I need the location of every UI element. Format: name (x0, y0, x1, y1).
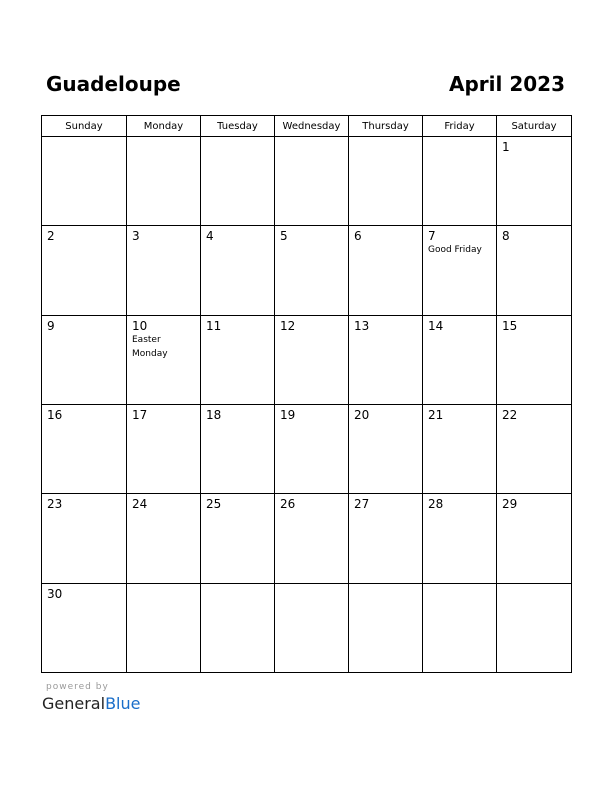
day-number (201, 584, 274, 587)
day-number: 14 (428, 318, 444, 333)
day-cell (497, 137, 572, 226)
weekday-header: Sunday (42, 116, 127, 137)
day-cell (497, 404, 572, 493)
holiday-label: Good Friday (428, 245, 482, 256)
day-cell (349, 494, 423, 583)
calendar-region-title: Guadeloupe (46, 72, 181, 96)
day-number: 12 (280, 318, 296, 333)
day-cell (42, 137, 127, 226)
day-number: 19 (280, 407, 296, 422)
day-cell (275, 404, 349, 493)
day-cell (349, 315, 423, 404)
day-cell (423, 137, 497, 226)
day-number: 17 (132, 407, 148, 422)
weekday-header: Tuesday (201, 116, 275, 137)
day-number: 1 (502, 140, 510, 154)
week-row (42, 315, 572, 404)
day-number: 28 (428, 497, 444, 512)
weekday-header-row (42, 116, 572, 137)
day-number (349, 137, 422, 140)
day-cell (42, 583, 127, 672)
day-number: 26 (280, 497, 296, 512)
day-cell (201, 583, 275, 672)
day-cell (42, 494, 127, 583)
day-cell (423, 494, 497, 583)
calendar-month-title: April 2023 (449, 72, 565, 96)
day-cell (423, 404, 497, 493)
day-cell (127, 404, 201, 493)
weekday-header: Thursday (349, 116, 423, 137)
day-number: 21 (428, 407, 444, 422)
brand-general-text: General (42, 694, 106, 713)
day-cell (127, 137, 201, 226)
week-row (42, 583, 572, 672)
day-cell (42, 404, 127, 493)
day-number: 9 (47, 318, 55, 333)
day-cell (42, 315, 127, 404)
day-cell (201, 315, 275, 404)
day-number: 16 (47, 407, 63, 422)
week-row (42, 137, 572, 226)
day-cell (349, 137, 423, 226)
day-number: 29 (502, 497, 518, 512)
day-number: 13 (354, 318, 370, 333)
week-row (42, 494, 572, 583)
day-cell (349, 226, 423, 315)
day-number (423, 584, 496, 587)
day-number: 27 (354, 497, 370, 512)
brand-blue-text: Blue (105, 694, 141, 713)
day-number: 24 (132, 497, 148, 512)
day-number (275, 137, 348, 140)
weekday-header: Monday (127, 116, 201, 137)
day-number (201, 137, 274, 140)
day-cell (349, 404, 423, 493)
week-row (42, 404, 572, 493)
day-cell (423, 226, 497, 315)
day-number: 4 (206, 229, 214, 244)
day-number: 22 (502, 407, 518, 422)
day-number (42, 137, 126, 140)
day-number (497, 584, 571, 587)
day-cell (127, 494, 201, 583)
weekday-header: Saturday (497, 116, 572, 137)
day-number (423, 137, 496, 140)
powered-by-label: powered by (46, 682, 109, 692)
week-row (42, 226, 572, 315)
day-number: 3 (132, 229, 140, 244)
day-cell (201, 137, 275, 226)
day-cell (201, 494, 275, 583)
day-number (275, 584, 348, 587)
day-cell (127, 583, 201, 672)
day-cell (423, 583, 497, 672)
day-number (127, 137, 200, 140)
day-number: 25 (206, 497, 222, 512)
day-cell (275, 583, 349, 672)
day-number: 23 (47, 497, 63, 512)
day-cell (42, 226, 127, 315)
day-number: 5 (280, 229, 288, 244)
day-cell (201, 404, 275, 493)
day-cell (497, 583, 572, 672)
holiday-label: Easter Monday (132, 334, 168, 359)
day-number: 6 (354, 229, 362, 244)
month-calendar-grid (41, 115, 572, 673)
day-cell (275, 494, 349, 583)
weekday-header: Wednesday (275, 116, 349, 137)
day-cell (349, 583, 423, 672)
day-cell (275, 226, 349, 315)
day-number (349, 584, 422, 587)
day-number (127, 584, 200, 587)
day-number: 15 (502, 318, 518, 333)
day-number: 20 (354, 407, 370, 422)
day-number: 2 (47, 229, 55, 244)
weekday-header: Friday (423, 116, 497, 137)
day-cell (127, 315, 201, 404)
day-number: 30 (47, 586, 63, 601)
day-cell (497, 226, 572, 315)
day-number: 18 (206, 407, 222, 422)
day-number: 7 (428, 229, 436, 244)
day-cell (497, 315, 572, 404)
day-number: 10 (132, 318, 148, 333)
day-cell (201, 226, 275, 315)
day-cell (275, 315, 349, 404)
day-cell (275, 137, 349, 226)
day-cell (127, 226, 201, 315)
day-cell (497, 494, 572, 583)
day-number: 8 (502, 229, 510, 244)
day-number: 11 (206, 318, 222, 333)
day-cell (423, 315, 497, 404)
generalblue-logo (42, 694, 140, 713)
